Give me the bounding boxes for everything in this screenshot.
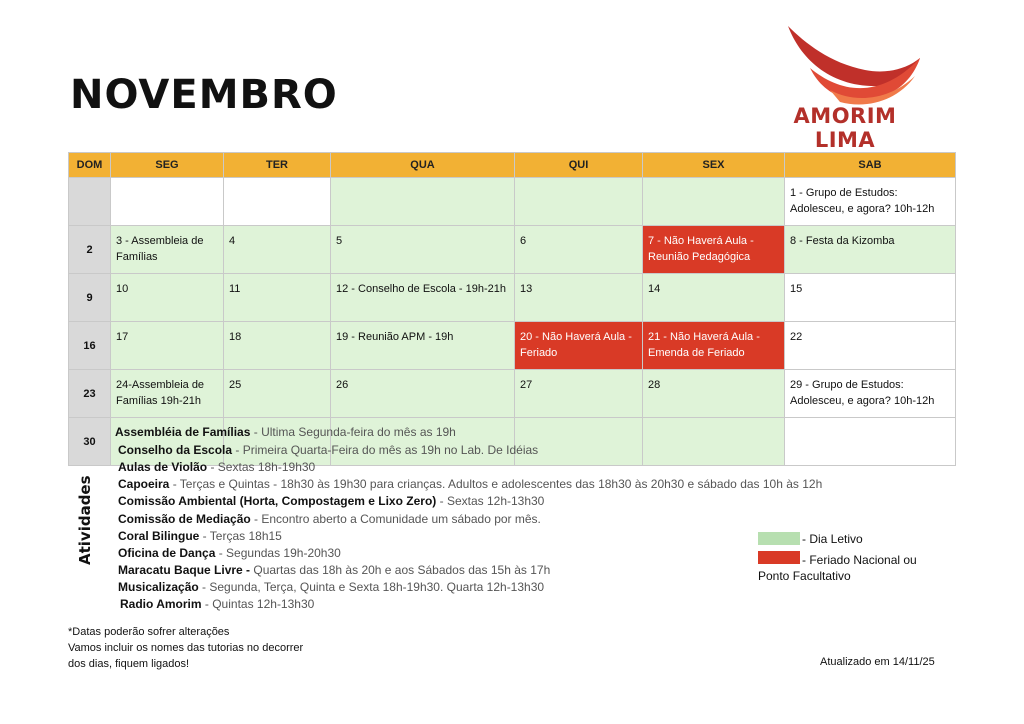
day-cell: 4: [224, 226, 331, 274]
activity-item: [118, 512, 541, 526]
day-cell: 17: [111, 322, 224, 370]
holiday-cell: 21 - Não Haverá Aula - Emenda de Feriado: [643, 322, 785, 370]
day-cell: 3 - Assembleia de Famílias: [111, 226, 224, 274]
day-cell: [643, 418, 785, 466]
day-cell: 1 - Grupo de Estudos: Adolesceu, e agora? 10h-12h: [785, 178, 956, 226]
activity-detail: - Ultima Segunda-feira do mês as 19h: [250, 425, 456, 439]
activity-name: Comissão de Mediação: [118, 512, 251, 526]
activity-item: [118, 580, 544, 594]
day-cell: [224, 178, 331, 226]
legend-letivo: - Dia Letivo: [802, 532, 863, 546]
calendar-header-row: [69, 153, 956, 178]
day-cell: [515, 418, 643, 466]
header-sex: SEX: [643, 153, 785, 178]
activity-detail: - Segunda, Terça, Quinta e Sexta 18h-19h30. Quarta 12h-13h30: [198, 580, 545, 594]
day-cell: 6: [515, 226, 643, 274]
activity-item: [118, 494, 544, 508]
activity-item: [118, 546, 341, 560]
day-cell: 10: [111, 274, 224, 322]
activity-item: [118, 477, 822, 491]
week-row: [69, 322, 956, 370]
day-cell: 29 - Grupo de Estudos: Adolesceu, e agora? 10h-12h: [785, 370, 956, 418]
holiday-cell: 20 - Não Haverá Aula - Feriado: [515, 322, 643, 370]
day-cell: 8 - Festa da Kizomba: [785, 226, 956, 274]
day-cell: 19 - Reunião APM - 19h: [331, 322, 515, 370]
activity-item: [120, 597, 314, 611]
day-cell-dom: 9: [69, 274, 111, 322]
day-cell: 24-Assembleia de Famílias 19h-21h: [111, 370, 224, 418]
day-cell-dom: 16: [69, 322, 111, 370]
activity-name: Comissão Ambiental (Horta, Compostagem e Lixo Zero): [118, 494, 437, 508]
day-cell: 22: [785, 322, 956, 370]
day-cell: 26: [331, 370, 515, 418]
activity-detail: - Terças e Quintas - 18h30 às 19h30 para crianças. Adultos e adolescentes das 18h30 às 20h30 e sábado das 10h às 12h: [169, 477, 823, 491]
header-dom: DOM: [69, 153, 111, 178]
week-row: [69, 370, 956, 418]
footnote: [68, 624, 303, 672]
header-seg: SEG: [111, 153, 224, 178]
day-cell: 15: [785, 274, 956, 322]
activity-item: [115, 425, 456, 439]
footnote-line: *Datas poderão sofrer alterações: [68, 626, 230, 638]
activity-item: [118, 460, 315, 474]
updated-date: Atualizado em 14/11/25: [820, 656, 935, 668]
day-cell: 25: [224, 370, 331, 418]
holiday-cell: 7 - Não Haverá Aula - Reunião Pedagógica: [643, 226, 785, 274]
legend-swatch-letivo: [758, 532, 800, 545]
day-cell: [111, 178, 224, 226]
activity-detail: - Primeira Quarta-Feira do mês as 19h no Lab. De Idéias: [232, 443, 539, 457]
header-qui: QUI: [515, 153, 643, 178]
activity-name: Maracatu Baque Livre -: [118, 563, 254, 577]
footnote-line: dos dias, fiquem ligados!: [68, 658, 190, 670]
day-cell: 11: [224, 274, 331, 322]
activity-name: Assembléia de Famílias: [115, 425, 251, 439]
page-title: NOVEMBRO: [70, 72, 338, 118]
day-cell-dom: 2: [69, 226, 111, 274]
activity-item: [118, 563, 550, 577]
day-cell-dom: 30: [69, 418, 111, 466]
day-cell: 14: [643, 274, 785, 322]
week-row: [69, 274, 956, 322]
day-cell: 5: [331, 226, 515, 274]
activity-detail: Quartas das 18h às 20h e aos Sábados das 15h às 17h: [253, 563, 551, 577]
day-cell: 13: [515, 274, 643, 322]
day-cell: 27: [515, 370, 643, 418]
activity-item: [118, 529, 282, 543]
activities-label: Atividades: [76, 475, 94, 565]
activity-name: Conselho da Escola: [118, 443, 233, 457]
activity-name: Capoeira: [118, 477, 170, 491]
day-cell: 18: [224, 322, 331, 370]
activity-detail: - Segundas 19h-20h30: [215, 546, 341, 560]
legend-feriado-line2: Ponto Facultativo: [758, 569, 851, 583]
day-cell: [515, 178, 643, 226]
footnote-line: Vamos incluir os nomes das tutorias no decorrer: [68, 642, 304, 654]
activity-name: Musicalização: [118, 580, 199, 594]
day-cell: [643, 178, 785, 226]
day-cell: 28: [643, 370, 785, 418]
activity-name: Coral Bilingue: [118, 529, 200, 543]
activity-name: Oficina de Dança: [118, 546, 216, 560]
header-ter: TER: [224, 153, 331, 178]
header-qua: QUA: [331, 153, 515, 178]
day-cell: [331, 178, 515, 226]
legend-swatch-feriado: [758, 551, 800, 564]
day-cell-dom: [69, 178, 111, 226]
day-cell: 12 - Conselho de Escola - 19h-21h: [331, 274, 515, 322]
activity-name: Radio Amorim: [120, 597, 202, 611]
activity-detail: - Terças 18h15: [199, 529, 282, 543]
calendar-table: [68, 152, 956, 466]
activity-item: [118, 443, 538, 457]
activity-name: Aulas de Violão: [118, 460, 208, 474]
week-row: [69, 178, 956, 226]
activity-detail: - Encontro aberto a Comunidade um sábado por mês.: [250, 512, 541, 526]
activity-detail: - Sextas 18h-19h30: [207, 460, 316, 474]
week-row: [69, 226, 956, 274]
activity-detail: - Sextas 12h-13h30: [436, 494, 545, 508]
legend-feriado-line1: - Feriado Nacional ou: [802, 553, 917, 567]
day-cell-dom: 23: [69, 370, 111, 418]
header-sab: SAB: [785, 153, 956, 178]
activity-detail: - Quintas 12h-13h30: [201, 597, 315, 611]
logo-text: AMORIM LIMA: [793, 104, 897, 152]
day-cell: [785, 418, 956, 466]
